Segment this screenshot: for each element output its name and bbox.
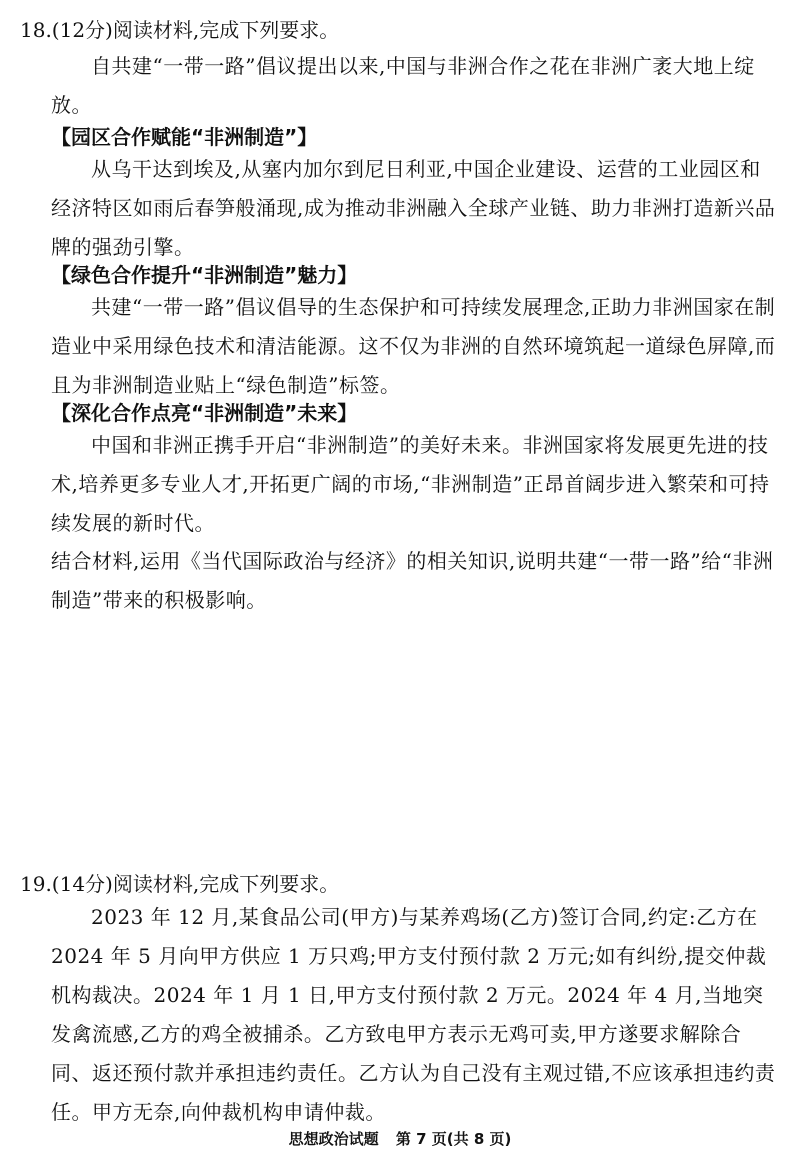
question-18-prompt: 结合材料,运用《当代国际政治与经济》的相关知识,说明共建“一带一路”给“非洲制造”带来的积极影响。 (51, 549, 774, 612)
footer-subject: 思想政治试题 (288, 1130, 379, 1148)
section-2-heading: 【绿色合作提升“非洲制造”魅力】 (51, 263, 358, 287)
section-3-heading: 【深化合作点亮“非洲制造”未来】 (51, 401, 358, 425)
page-footer (0, 1128, 800, 1149)
footer-page-number: 第 7 页(共 8 页) (395, 1130, 512, 1148)
question-19-text: 2023 年 12 月,某食品公司(甲方)与某养鸡场(乙方)签订合同,约定:乙方在 2024 年 5 月向甲方供应 1 万只鸡;甲方支付预付款 2 万元;如有纠纷,提交仲裁机构裁决。2024 年 1 月 1 日,甲方支付预付款 2 万元。2024 年 4 月,当地突发禽流感,乙方的鸡全被捕杀。乙方致电甲方表示无鸡可卖,甲方遂要求解除合同、返还预付款并承担违约责任。乙方认为自己没有主观过错,不应该承担违约责任。甲方无奈,向仲裁机构申请仲裁。 (51, 905, 776, 1124)
section-3-text: 中国和非洲正携手开启“非洲制造”的美好未来。非洲国家将发展更先进的技术,培养更多专业人才,开拓更广阔的市场,“非洲制造”正昂首阔步进入繁荣和可持续发展的新时代。 (51, 433, 770, 535)
question-19-title: 19.(14分)阅读材料,完成下列要求。 (20, 872, 340, 896)
section-2-text: 共建“一带一路”倡议倡导的生态保护和可持续发展理念,正助力非洲国家在制造业中采用绿色技术和清洁能源。这不仅为非洲的自然环境筑起一道绿色屏障,而且为非洲制造业贴上“绿色制造”标签。 (51, 295, 776, 397)
section-1-text: 从乌干达到埃及,从塞内加尔到尼日利亚,中国企业建设、运营的工业园区和经济特区如雨后春笋般涌现,成为推动非洲融入全球产业链、助力非洲打造新兴品牌的强劲引擎。 (51, 157, 776, 259)
question-18-intro: 自共建“一带一路”倡议提出以来,中国与非洲合作之花在非洲广袤大地上绽放。 (51, 54, 755, 117)
section-1-heading: 【园区合作赋能“非洲制造”】 (51, 125, 318, 149)
question-18-title: 18.(12分)阅读材料,完成下列要求。 (20, 18, 340, 42)
